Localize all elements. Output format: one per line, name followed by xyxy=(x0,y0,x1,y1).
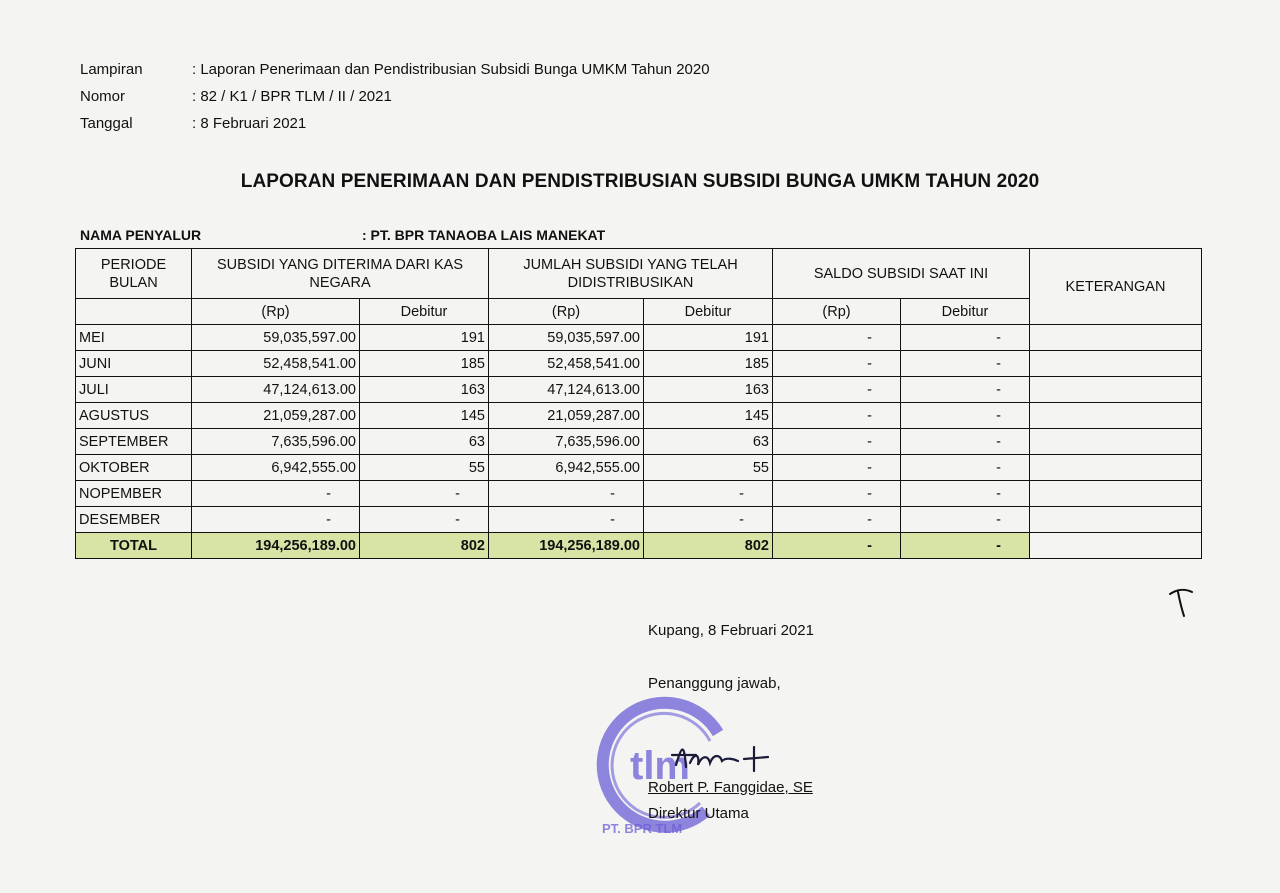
keterangan-cell xyxy=(1030,429,1202,455)
diterima-rp-cell: 47,124,613.00 xyxy=(192,377,360,403)
saldo-debitur-cell: - xyxy=(901,351,1030,377)
header-rp: (Rp) xyxy=(192,299,360,325)
distribusi-debitur-cell: 145 xyxy=(644,403,773,429)
header-periode-cont xyxy=(76,299,192,325)
saldo-debitur-cell: - xyxy=(901,325,1030,351)
lampiran-label: Lampiran xyxy=(80,61,143,78)
pen-mark xyxy=(1166,584,1196,620)
month-cell: NOPEMBER xyxy=(76,481,192,507)
header-saldo: SALDO SUBSIDI SAAT INI xyxy=(773,249,1030,299)
diterima-debitur-cell: 191 xyxy=(360,325,489,351)
saldo-rp-cell: - xyxy=(773,403,901,429)
nomor-label: Nomor xyxy=(80,88,126,105)
distribusi-rp-cell: 7,635,596.00 xyxy=(489,429,644,455)
distribusi-rp-cell: 59,035,597.00 xyxy=(489,325,644,351)
total-label: TOTAL xyxy=(76,533,192,559)
penyalur-value: : PT. BPR TANAOBA LAIS MANEKAT xyxy=(362,227,606,243)
total-distribusi-debitur: 802 xyxy=(644,533,773,559)
responsible-label: Penanggung jawab, xyxy=(648,675,781,692)
diterima-debitur-cell: 55 xyxy=(360,455,489,481)
header-debitur: Debitur xyxy=(360,299,489,325)
signer-name: Robert P. Fanggidae, SE xyxy=(648,779,813,796)
diterima-rp-cell: 6,942,555.00 xyxy=(192,455,360,481)
saldo-rp-cell: - xyxy=(773,481,901,507)
total-distribusi-rp: 194,256,189.00 xyxy=(489,533,644,559)
header-rp: (Rp) xyxy=(773,299,901,325)
month-cell: JUNI xyxy=(76,351,192,377)
distribusi-rp-cell: 21,059,287.00 xyxy=(489,403,644,429)
diterima-debitur-cell: - xyxy=(360,507,489,533)
distribusi-rp-cell: 52,458,541.00 xyxy=(489,351,644,377)
table-row xyxy=(76,351,1202,377)
distribusi-rp-cell: 6,942,555.00 xyxy=(489,455,644,481)
diterima-rp-cell: 7,635,596.00 xyxy=(192,429,360,455)
tanggal-value: : 8 Februari 2021 xyxy=(192,115,307,132)
report-table xyxy=(75,248,1202,559)
distribusi-debitur-cell: 185 xyxy=(644,351,773,377)
month-cell: JULI xyxy=(76,377,192,403)
diterima-debitur-cell: 163 xyxy=(360,377,489,403)
diterima-debitur-cell: 63 xyxy=(360,429,489,455)
saldo-debitur-cell: - xyxy=(901,481,1030,507)
document-title: LAPORAN PENERIMAAN DAN PENDISTRIBUSIAN SUBSIDI BUNGA UMKM TAHUN 2020 xyxy=(240,171,1040,192)
keterangan-cell xyxy=(1030,403,1202,429)
header-periode: PERIODE BULAN xyxy=(76,249,192,299)
saldo-rp-cell: - xyxy=(773,455,901,481)
distribusi-debitur-cell: - xyxy=(644,507,773,533)
penyalur-label: NAMA PENYALUR xyxy=(80,227,202,243)
saldo-debitur-cell: - xyxy=(901,403,1030,429)
diterima-rp-cell: - xyxy=(192,507,360,533)
keterangan-cell xyxy=(1030,377,1202,403)
saldo-rp-cell: - xyxy=(773,507,901,533)
tanggal-label: Tanggal xyxy=(80,115,133,132)
header-jumlah-didistribusikan: JUMLAH SUBSIDI YANG TELAH DIDISTRIBUSIKAN xyxy=(489,249,773,299)
handwritten-signature xyxy=(668,737,788,777)
diterima-debitur-cell: 145 xyxy=(360,403,489,429)
total-diterima-debitur: 802 xyxy=(360,533,489,559)
keterangan-cell xyxy=(1030,481,1202,507)
lampiran-value: : Laporan Penerimaan dan Pendistribusian Subsidi Bunga UMKM Tahun 2020 xyxy=(192,61,710,78)
table-row xyxy=(76,377,1202,403)
diterima-debitur-cell: - xyxy=(360,481,489,507)
diterima-debitur-cell: 185 xyxy=(360,351,489,377)
keterangan-cell xyxy=(1030,325,1202,351)
header-debitur: Debitur xyxy=(644,299,773,325)
diterima-rp-cell: 21,059,287.00 xyxy=(192,403,360,429)
table-row xyxy=(76,325,1202,351)
total-row xyxy=(76,533,1202,559)
distribusi-debitur-cell: - xyxy=(644,481,773,507)
keterangan-cell xyxy=(1030,507,1202,533)
table-row xyxy=(76,403,1202,429)
month-cell: OKTOBER xyxy=(76,455,192,481)
diterima-rp-cell: 59,035,597.00 xyxy=(192,325,360,351)
distribusi-debitur-cell: 163 xyxy=(644,377,773,403)
stamp-text: tlm xyxy=(630,744,690,788)
total-saldo-rp: - xyxy=(773,533,901,559)
header-rp: (Rp) xyxy=(489,299,644,325)
saldo-debitur-cell: - xyxy=(901,429,1030,455)
diterima-rp-cell: - xyxy=(192,481,360,507)
distribusi-debitur-cell: 63 xyxy=(644,429,773,455)
header-keterangan: KETERANGAN xyxy=(1030,249,1202,325)
table-row xyxy=(76,455,1202,481)
distribusi-debitur-cell: 55 xyxy=(644,455,773,481)
saldo-rp-cell: - xyxy=(773,377,901,403)
total-keterangan xyxy=(1030,533,1202,559)
table-row xyxy=(76,481,1202,507)
distribusi-debitur-cell: 191 xyxy=(644,325,773,351)
header-subsidi-diterima: SUBSIDI YANG DITERIMA DARI KAS NEGARA xyxy=(192,249,489,299)
diterima-rp-cell: 52,458,541.00 xyxy=(192,351,360,377)
keterangan-cell xyxy=(1030,455,1202,481)
month-cell: DESEMBER xyxy=(76,507,192,533)
saldo-rp-cell: - xyxy=(773,429,901,455)
saldo-rp-cell: - xyxy=(773,325,901,351)
distribusi-rp-cell: 47,124,613.00 xyxy=(489,377,644,403)
signer-position: Direktur Utama xyxy=(648,805,749,822)
header-debitur: Debitur xyxy=(901,299,1030,325)
table-row xyxy=(76,429,1202,455)
distribusi-rp-cell: - xyxy=(489,481,644,507)
stamp-subtext: PT. BPR TLM xyxy=(602,821,683,836)
nomor-value: : 82 / K1 / BPR TLM / II / 2021 xyxy=(192,88,392,105)
table-row xyxy=(76,507,1202,533)
month-cell: AGUSTUS xyxy=(76,403,192,429)
saldo-debitur-cell: - xyxy=(901,455,1030,481)
total-diterima-rp: 194,256,189.00 xyxy=(192,533,360,559)
saldo-rp-cell: - xyxy=(773,351,901,377)
total-saldo-debitur: - xyxy=(901,533,1030,559)
month-cell: MEI xyxy=(76,325,192,351)
distribusi-rp-cell: - xyxy=(489,507,644,533)
month-cell: SEPTEMBER xyxy=(76,429,192,455)
place-date: Kupang, 8 Februari 2021 xyxy=(648,622,814,639)
saldo-debitur-cell: - xyxy=(901,507,1030,533)
keterangan-cell xyxy=(1030,351,1202,377)
saldo-debitur-cell: - xyxy=(901,377,1030,403)
